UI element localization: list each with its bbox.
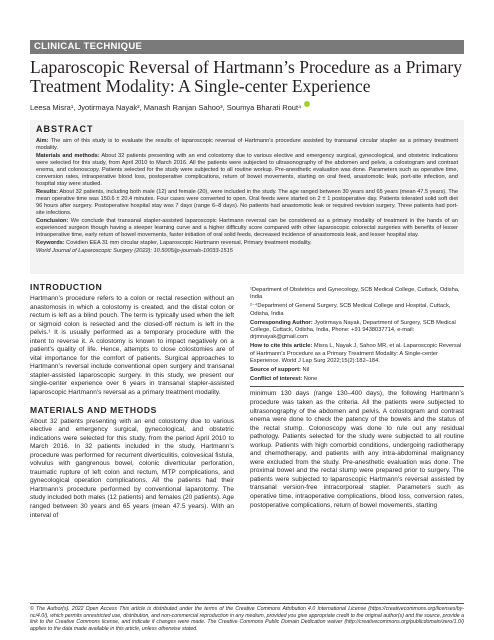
keywords-text: Covidien EEA 31 mm circular stapler, Laparoscopic Hartmann reversal, Primary treatment modality. [66,240,312,246]
article-type-banner: CLINICAL TECHNIQUE [30,40,464,54]
abstract-aim [36,138,458,152]
affiliation-1: ¹Department of Obstetrics and Gynecology, SCB Medical College, Cuttack, Odisha, India [250,287,460,301]
conflict-of-interest [250,376,464,383]
corresponding-author [250,320,464,342]
right-column [250,287,464,510]
methods-text-part2: minimum 130 days (range 130–400 days), the following Hartmann’s procedure was taken as the criteria. All the patients were subjected to ultrasonography of the abdomen and pelvis. A colostogram and contrast enema were done to check the patency of the bowels and the status of the rectal stump. Colonoscopy was done to rule out any residual pathology. Patients selected for the study were subjected to all routine workup. Patients with high comorbid conditions, undergoing radiotherapy and chemotherapy, and patients with any intra-abdominal malignancy were excluded from the study. Pre-anesthetic evaluation was done. The proximal bowel and the rectal stump were prepared prior to surgery. The patients were subjected to laparoscopic Hartmann’s reversal assisted by transanal version-free intracorporeal stapler. Parameters such as operative time, intraoperative complications, blood loss, conversion rates, postoperative complications, return of bowel movements, starting [250,390,464,509]
aim-label: Aim: [36,138,49,144]
methods-label: Materials and methods: [36,153,100,159]
aim-text: The aim of this study is to evaluate the results of laparoscopic reversal of Hartmann’s procedure assisted by transanal circular stapler as a primary treatment modality. [36,138,458,151]
license-footer: © The Author(s). 2022 Open Access This article is distributed under the terms of the Creative Commons Attribution 4.0 International License (https://creativecommons.org/licenses/by-nc/4.0/), which permits unrestricted use, distribution, and non-commercial reproduction in any medium, provided you give appropriate credit to the original author(s) and the source, provide a link to the Creative Commons license, and indicate if changes were made. The Creative Commons Public Domain Dedication waiver (http://creativecommons.org/publicdomain/zero/1.0/) applies to the data made available in this article, unless otherwise stated. [30,606,464,632]
results-text: About 32 patients, including both male (12) and female (20), were included in the study. The age ranged between 30 years and 65 years (mean 47.5 years). The mean operative time was 150.6 ± 20.4 minutes. Four cases were converted to open. Oral feeds were started on 2 ± 1 postoperative day. Patients tolerated solid soft diet 96 hours after surgery. Postoperative hospital stay was 7 days (range 6–8 days). No patients had anastomotic leak or required revision surgery. Three patients had port-site infections. [36,189,459,216]
keywords-label: Keywords: [36,240,65,246]
article-title [30,58,470,96]
abstract-citation [36,248,458,255]
affiliation-divider [250,386,464,387]
authors-text: Leesa Misra¹, Jyotirmaya Nayak², Manash Ranjan Sahoo³, Soumya Bharati Rout⁴ [30,103,302,112]
title-line-2: Treatment Modality: A Single-center Experience [30,76,371,96]
corresponding-label: Corresponding Author: [250,319,313,326]
results-label: Results: [36,189,59,195]
conflict-text: None [303,376,318,383]
source-of-support [250,367,464,374]
methods-text-part1: About 32 patients presenting with an end colostomy due to various elective and emergency surgical, gynecological, and obstetric indications were selected for this study, from the period April 2010 to March 2016. In 32 patients included in the study, Hartmann’s procedure was performed for recurrent diverticulitis, colovesical fistula, volvulus with gangrenous bowel, colonic diverticular perforation, traumatic rupture of left colon and rectum, MTP complications, and gynecological operation complications. All the patients had their Hartmann’s procedure performed by conventional laparotomy. The study included both males (12 patients) and females (20 patients). Age ranged between 30 years and 65 years (mean 47.5 years). With an interval of [30,417,234,519]
conclusion-label: Conclusion: [36,218,69,224]
orcid-icon[interactable] [304,101,310,107]
corresponding-text: Jyotirmaya Nayak, Department of Surgery, SCB Medical College, Cuttack, Odisha, India, Phone: +91 9438037714, e-mail: drjmnayak@gmail.com [250,319,456,341]
footer-divider [30,603,464,604]
abstract-results [36,189,458,217]
abstract-conclusion [36,218,458,239]
methods-heading: MATERIALS AND METHODS [30,404,157,415]
abstract-box [30,120,464,274]
conclusion-text: We conclude that transanal stapler-assisted laparoscopic Hartmann reversal can be considered as a primary modality of treatment in the hands of an experienced surgeon though having a steeper learning curve and a higher difficulty score compared with other laparoscopic colorectal surgeries with benefits of lesser intraoperative time, early return of bowel movements, faster initiation of oral solid feeds, decreased incidence of anastomosis leak, and lesser hospital stay. [36,218,458,238]
introduction-heading: INTRODUCTION [30,282,103,292]
left-column [30,282,234,520]
author-list [30,101,470,113]
methods-text: About 32 patients presenting with an end colostomy due to various elective and emergency surgical, gynecological, and obstetric indications were selected for this study, from April 2010 to March 2016. All the patients were subjected to ultrasonography of the abdomen and pelvis, a colostogram and contrast enema, and colonoscopy. Patients selected for the study were subjected to all routine workup. Pre-anesthetic evaluation was done. Parameters such as operative time, conversion rates, intraoperative blood loss, postoperative complications, return of bowel movements, starting on oral feed, anastomotic leak, port-site infection, and hospital stay were studied. [36,153,458,187]
cite-text: Misra L, Nayak J, Sahoo MR, et al. Laparoscopic Reversal of Hartmann’s Procedure as a Primary Treatment Modality: A Single-center Experience. World J Lap Surg 2022;15(2):182–184. [250,343,462,364]
title-line-1: Laparoscopic Reversal of Hartmann’s Procedure as a Primary [30,57,462,77]
journal-citation: World Journal of Laparoscopic Surgery (2022): 10.5005/jp-journals-10033-1515 [36,248,233,254]
support-label: Source of support: [250,367,301,374]
introduction-text: Hartmann’s procedure refers to a colon or rectal resection without an anastomosis in which a colostomy is created, and the distal colon or rectum is left as a blind pouch. The term is typically used when the left or sigmoid colon is resected and the closed-off rectum is left in the pelvis.¹ It is usually performed as a temporary procedure with the intent to reverse it. A colostomy is known to impact negatively on a patient’s quality of life. Hence, attempts to close colostomies are of vital importance for the comfort of patients. Surgical approaches to Hartmann’s reversal include conventional open surgery and transanal stapler-assisted laparoscopic surgery. In this study, we present our single-center experience over 6 years in transanal stapler-assisted laparoscopic Hartmann’s reversal as a primary treatment modality. [30,295,234,397]
affiliation-2: ²⁻⁴Department of General Surgery, SCB Medical College and Hospital, Cuttack, Odisha, India [250,303,451,317]
cite-label: How to cite this article: [250,343,313,350]
how-to-cite [250,343,464,365]
abstract-keywords [36,240,458,247]
support-text: Nil [302,367,310,374]
conflict-label: Conflict of interest: [250,376,303,383]
abstract-methods [36,153,458,188]
affiliations-block [250,287,464,383]
abstract-heading: ABSTRACT [36,124,94,134]
